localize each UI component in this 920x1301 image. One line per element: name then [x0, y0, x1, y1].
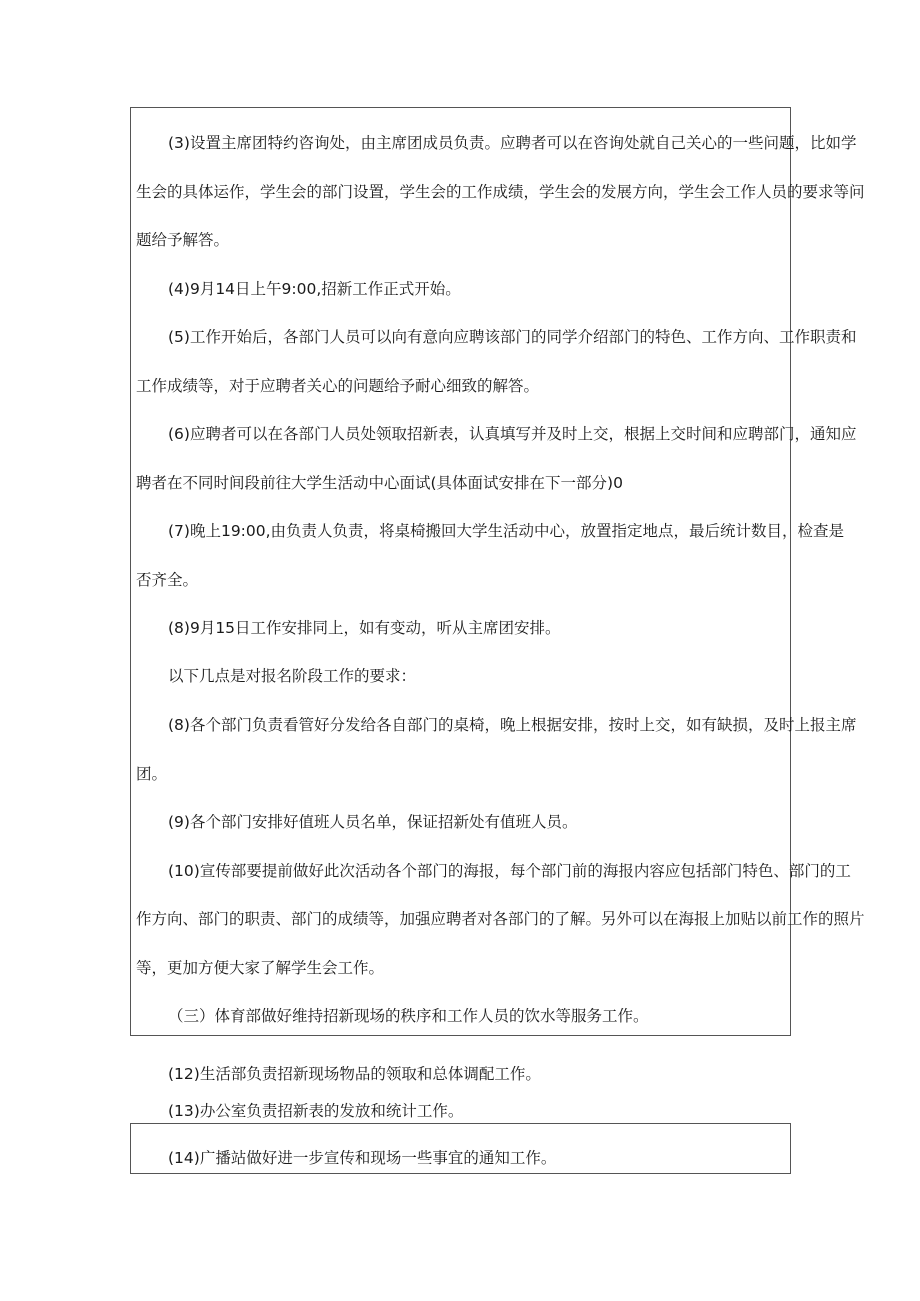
paragraph-3-line-2: 生会的具体运作，学生会的部门设置，学生会的工作成绩，学生会的发展方向，学生会工作人员的要求等问	[136, 183, 865, 201]
paragraph-3-line-3: 题给予解答。	[136, 231, 230, 249]
item-13-office: (13)办公室负责招新表的发放和统计工作。	[168, 1102, 464, 1120]
paragraph-3-line-1: (3)设置主席团特约咨询处，由主席团成员负责。应聘者可以在咨询处就自己关心的一些问题，比如学	[168, 134, 857, 152]
requirement-10-line-1: (10)宣传部要提前做好此次活动各个部门的海报，每个部门前的海报内容应包括部门特色、部门的工	[168, 862, 851, 880]
paragraph-8: (8)9月15日工作安排同上，如有变动，听从主席团安排。	[168, 619, 561, 637]
requirement-9: (9)各个部门安排好值班人员名单，保证招新处有值班人员。	[168, 813, 578, 831]
paragraph-4: (4)9月14日上午9:00,招新工作正式开始。	[168, 280, 461, 298]
paragraph-5-line-2: 工作成绩等，对于应聘者关心的问题给予耐心细致的解答。	[136, 377, 540, 395]
section-3-sports: （三）体育部做好维持招新现场的秩序和工作人员的饮水等服务工作。	[168, 1007, 649, 1025]
requirement-8-line-1: (8)各个部门负责看管好分发给各自部门的桌椅，晚上根据安排，按时上交，如有缺损，及时上报主席	[168, 716, 857, 734]
requirement-10-line-2: 作方向、部门的职责、部门的成绩等，加强应聘者对各部门的了解。另外可以在海报上加贴以前工作的照片	[136, 910, 865, 928]
requirement-8-line-2: 团。	[136, 765, 168, 783]
requirement-10-line-3: 等，更加方便大家了解学生会工作。	[136, 959, 385, 977]
paragraph-6-line-2: 聘者在不同时间段前往大学生活动中心面试(具体面试安排在下一部分)0	[136, 474, 623, 492]
requirements-heading: 以下几点是对报名阶段工作的要求：	[168, 667, 417, 685]
content-frame-upper	[130, 107, 865, 1036]
paragraph-7-line-1: (7)晚上19:00,由负责人负责，将桌椅搬回大学生活动中心，放置指定地点，最后统计数目，检查是	[168, 522, 845, 540]
paragraph-7-line-2: 否齐全。	[136, 571, 199, 589]
paragraph-5-line-1: (5)工作开始后，各部门人员可以向有意向应聘该部门的同学介绍部门的特色、工作方向、工作职责和	[168, 328, 857, 346]
item-14-broadcast: (14)广播站做好进一步宣传和现场一些事宜的通知工作。	[168, 1149, 557, 1167]
item-12-living: (12)生活部负责招新现场物品的领取和总体调配工作。	[168, 1065, 541, 1083]
paragraph-6-line-1: (6)应聘者可以在各部门人员处领取招新表，认真填写并及时上交，根据上交时间和应聘部门，通知应	[168, 425, 857, 443]
